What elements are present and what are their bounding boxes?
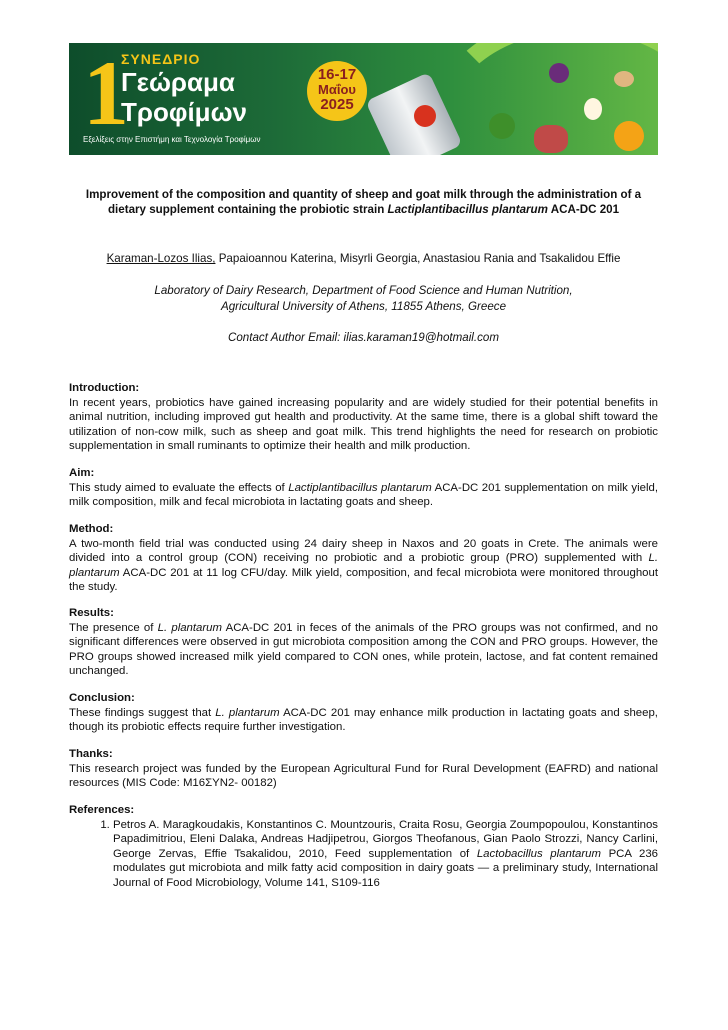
banner-number: 1 — [83, 43, 129, 144]
section-text — [69, 706, 658, 735]
affiliation-line1: Laboratory of Dairy Research, Department of Food Science and Human Nutrition, — [154, 284, 573, 297]
mushroom-illustration — [614, 71, 634, 87]
banner-date-year: 2025 — [320, 96, 354, 113]
results-section — [69, 606, 658, 679]
text-span: This study aimed to evaluate the effects of — [69, 481, 289, 494]
section-text — [69, 537, 658, 595]
egg-illustration — [584, 98, 602, 120]
text-span: ACA-DC 201 supplementation on milk yield, milk composition, milk and fecal microbiota in lactating goats and sheep. — [69, 481, 658, 509]
section-heading: Results: — [69, 607, 114, 619]
text-span: PCA 236 modulates gut microbiota and milk fatty acid composition in dairy goats — a preliminary study, International Journal of Food Microbiology, Volume 141, S109-116 — [113, 847, 658, 889]
lemon-illustration — [614, 121, 644, 151]
references-section — [69, 803, 658, 891]
banner-congress-label: ΣΥΝΕΔΡΙΟ — [121, 51, 201, 67]
section-text — [69, 621, 658, 679]
text-span: These findings suggest that — [69, 706, 216, 719]
conference-banner — [69, 43, 658, 155]
species-name: L. plantarum — [69, 552, 658, 579]
affiliation — [69, 283, 658, 315]
grape-illustration — [549, 63, 569, 83]
section-heading: Introduction: — [69, 382, 140, 394]
banner-date-days: 16-17 — [317, 66, 357, 83]
co-authors: Papaioannou Katerina, Misyrli Georgia, Anastasiou Rania and Tsakalidou Effie — [215, 252, 621, 265]
banner-title-line2: Τροφίμων — [121, 97, 248, 127]
banner-date-month: Μαΐου — [318, 82, 356, 97]
text-span: ACA-DC 201 may enhance milk production in lactating goats and sheep, though its probiotic effects require further investigation. — [69, 706, 658, 734]
banner-tagline: Εξελίξεις στην Επιστήμη και Τεχνολογία Τροφίμων — [83, 135, 261, 144]
banner-date-badge — [307, 61, 367, 121]
presenting-author: Karaman-Lozos Ilias, — [106, 252, 216, 265]
text-span: Petros A. Maragkoudakis, Konstantinos C. Mountzouris, Craita Rosu, Georgia Zoumpopoulou, Konstantinos Papadimitriou, Eleni Dalaka, Andreas Hadjipetrou, Giorgos Theofanous, Gian Paolo Strozzi, Nancy Carlini, George Zervas, Effie Tsakalidou, 2010, Feed supplementation of — [113, 818, 658, 860]
banner-title-line1: Γεώραμα — [121, 67, 235, 97]
section-heading: References: — [69, 804, 135, 816]
text-span: ACA-DC 201 at 11 log CFU/day. Milk yield, composition, and fecal microbiota were monitored throughout the study. — [69, 566, 658, 594]
species-name: L. plantarum — [157, 621, 223, 634]
species-name: Lactiplantibacillus plantarum — [288, 481, 432, 494]
introduction-section — [69, 381, 658, 454]
meat-illustration — [534, 125, 568, 153]
contact-email: Contact Author Email: ilias.karaman19@hotmail.com — [227, 331, 500, 344]
broccoli-illustration — [489, 113, 515, 139]
affiliation-line2: Agricultural University of Athens, 11855 Athens, Greece — [220, 300, 507, 313]
section-text: This research project was funded by the European Agricultural Fund for Rural Development (EAFRD) and national resources (MIS Code: Μ16ΣΥΝ2- 00182) — [69, 762, 658, 790]
section-text — [69, 481, 658, 510]
section-heading: Aim: — [69, 467, 95, 479]
species-name: Lactobacillus plantarum — [476, 847, 601, 860]
paper-title — [69, 187, 658, 217]
section-heading: Method: — [69, 523, 114, 535]
title-text-2: ACA-DC 201 — [547, 203, 620, 216]
section-text: In recent years, probiotics have gained increasing popularity and are widely studied for their potential benefits in animal nutrition, including improved gut health and productivity. At the same time, there is a global shift toward the utilization of non-cow milk, such as sheep and goat milk. This trend highlights the need for research on probiotic supplementation in small ruminants to optimize their health and milk production. — [69, 396, 658, 453]
reference-list — [69, 818, 658, 891]
section-heading: Conclusion: — [69, 692, 135, 704]
aim-section — [69, 466, 658, 510]
title-species: Lactiplantibacillus plantarum — [387, 203, 548, 216]
text-span: ACA-DC 201 in feces of the animals of the PRO groups was not confirmed, and no significant differences were observed in gut microbiota composition among the CON and PRO groups. However, the PRO groups showed increased milk yield compared to CON ones, while protein, lactose, and fat content remained unchanged. — [69, 621, 658, 678]
thanks-section — [69, 747, 658, 791]
species-name: L. plantarum — [215, 706, 280, 719]
text-span: The presence of — [69, 621, 158, 634]
tomato-illustration — [414, 105, 436, 127]
method-section — [69, 522, 658, 595]
section-heading: Thanks: — [69, 748, 113, 760]
conclusion-section — [69, 691, 658, 735]
title-text-1: Improvement of the composition and quantity of sheep and goat milk through the administration of a dietary supplement containing the probiotic strain — [85, 188, 642, 216]
reference-item — [113, 818, 658, 891]
text-span: A two-month field trial was conducted using 24 dairy sheep in Naxos and 20 goats in Crete. The animals were divided into a control group (CON) receiving no probiotic and a probiotic group (PRO) supplemented with — [69, 537, 658, 565]
author-list — [69, 252, 658, 265]
